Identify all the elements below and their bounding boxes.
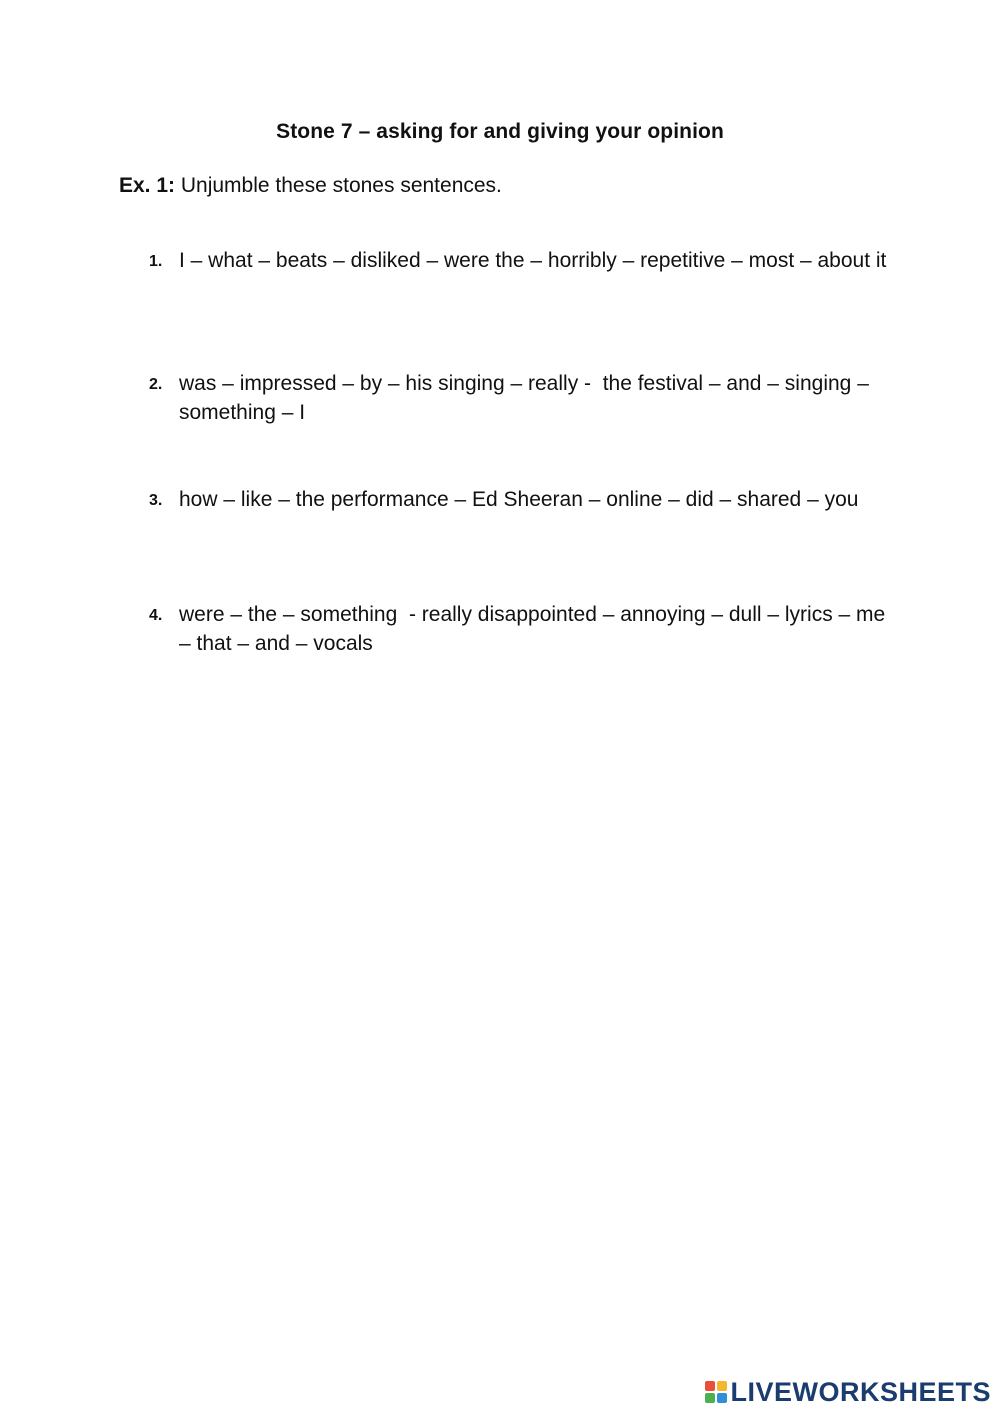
liveworksheets-logo	[705, 1377, 991, 1407]
logo-tile-red	[705, 1381, 715, 1391]
list-item-text: I – what – beats – disliked – were the – horribly – repetitive – most – about it	[179, 249, 887, 272]
exercise-instruction	[119, 172, 502, 200]
list-item-text: were – the – something - really disappointed – annoying – dull – lyrics – me – that – and – vocals	[179, 603, 892, 655]
list-item-number: 2.	[149, 376, 163, 393]
list-item-number: 3.	[149, 492, 163, 509]
logo-tile-blue	[717, 1393, 727, 1403]
liveworksheets-logo-icon	[705, 1381, 727, 1403]
list-item	[149, 247, 889, 276]
exercise-instruction-text: Unjumble these stones sentences.	[175, 174, 502, 197]
page-title: Stone 7 – asking for and giving your opinion	[276, 120, 724, 143]
logo-text: LIVEWORKSHEETS	[730, 1377, 991, 1407]
list-item	[149, 486, 889, 515]
logo-tile-green	[705, 1393, 715, 1403]
list-item-text: was – impressed – by – his singing – really - the festival – and – singing – something – I	[179, 372, 875, 424]
list-item-number: 1.	[149, 253, 163, 270]
list-item	[149, 601, 892, 658]
list-item	[149, 370, 889, 427]
list-item-text: how – like – the performance – Ed Sheeran – online – did – shared – you	[179, 488, 859, 511]
logo-tile-yellow	[717, 1381, 727, 1391]
exercise-label: Ex. 1:	[119, 174, 176, 197]
list-item-number: 4.	[149, 607, 163, 624]
